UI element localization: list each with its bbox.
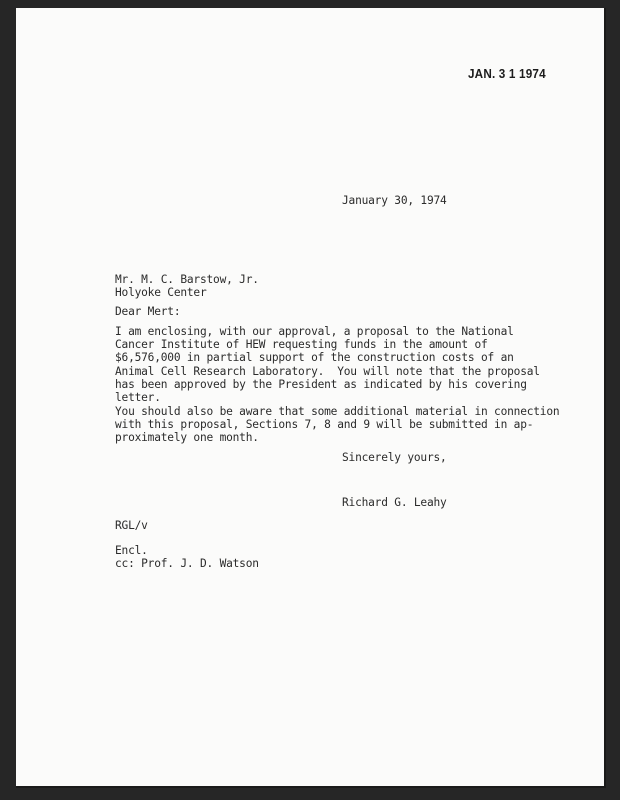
paragraph-line: $6,576,000 in partial support of the construction costs of an [115, 351, 514, 365]
closing: Sincerely yours, [342, 451, 447, 464]
paragraph-line: has been approved by the President as indicated by his covering [115, 377, 527, 391]
cc-line: cc: Prof. J. D. Watson [115, 557, 259, 570]
letter-date: January 30, 1974 [342, 194, 447, 207]
paragraph-line: You should also be aware that some additional material in connection [115, 405, 560, 418]
paragraph-line: proximately one month. [115, 431, 259, 445]
letter-page [16, 8, 606, 788]
paragraph-line: Animal Cell Research Laboratory. You will note that the proposal [115, 364, 540, 378]
paragraph-line: letter. [115, 391, 161, 405]
recipient-organization: Holyoke Center [115, 286, 207, 299]
received-date-stamp: JAN. 3 1 1974 [468, 66, 546, 81]
body-paragraph-2 [115, 405, 559, 445]
paragraph-line: I am enclosing, with our approval, a proposal to the National [115, 325, 514, 338]
paragraph-line: with this proposal, Sections 7, 8 and 9 will be submitted in ap- [115, 418, 534, 432]
typist-initials: RGL/v [115, 519, 148, 532]
paragraph-line: Cancer Institute of HEW requesting funds in the amount of [115, 338, 488, 352]
signature-name: Richard G. Leahy [342, 496, 447, 509]
body-paragraph-1 [115, 325, 540, 404]
salutation: Dear Mert: [115, 305, 181, 318]
enclosure-note: Encl. [115, 544, 148, 557]
recipient-name: Mr. M. C. Barstow, Jr. [115, 273, 259, 286]
